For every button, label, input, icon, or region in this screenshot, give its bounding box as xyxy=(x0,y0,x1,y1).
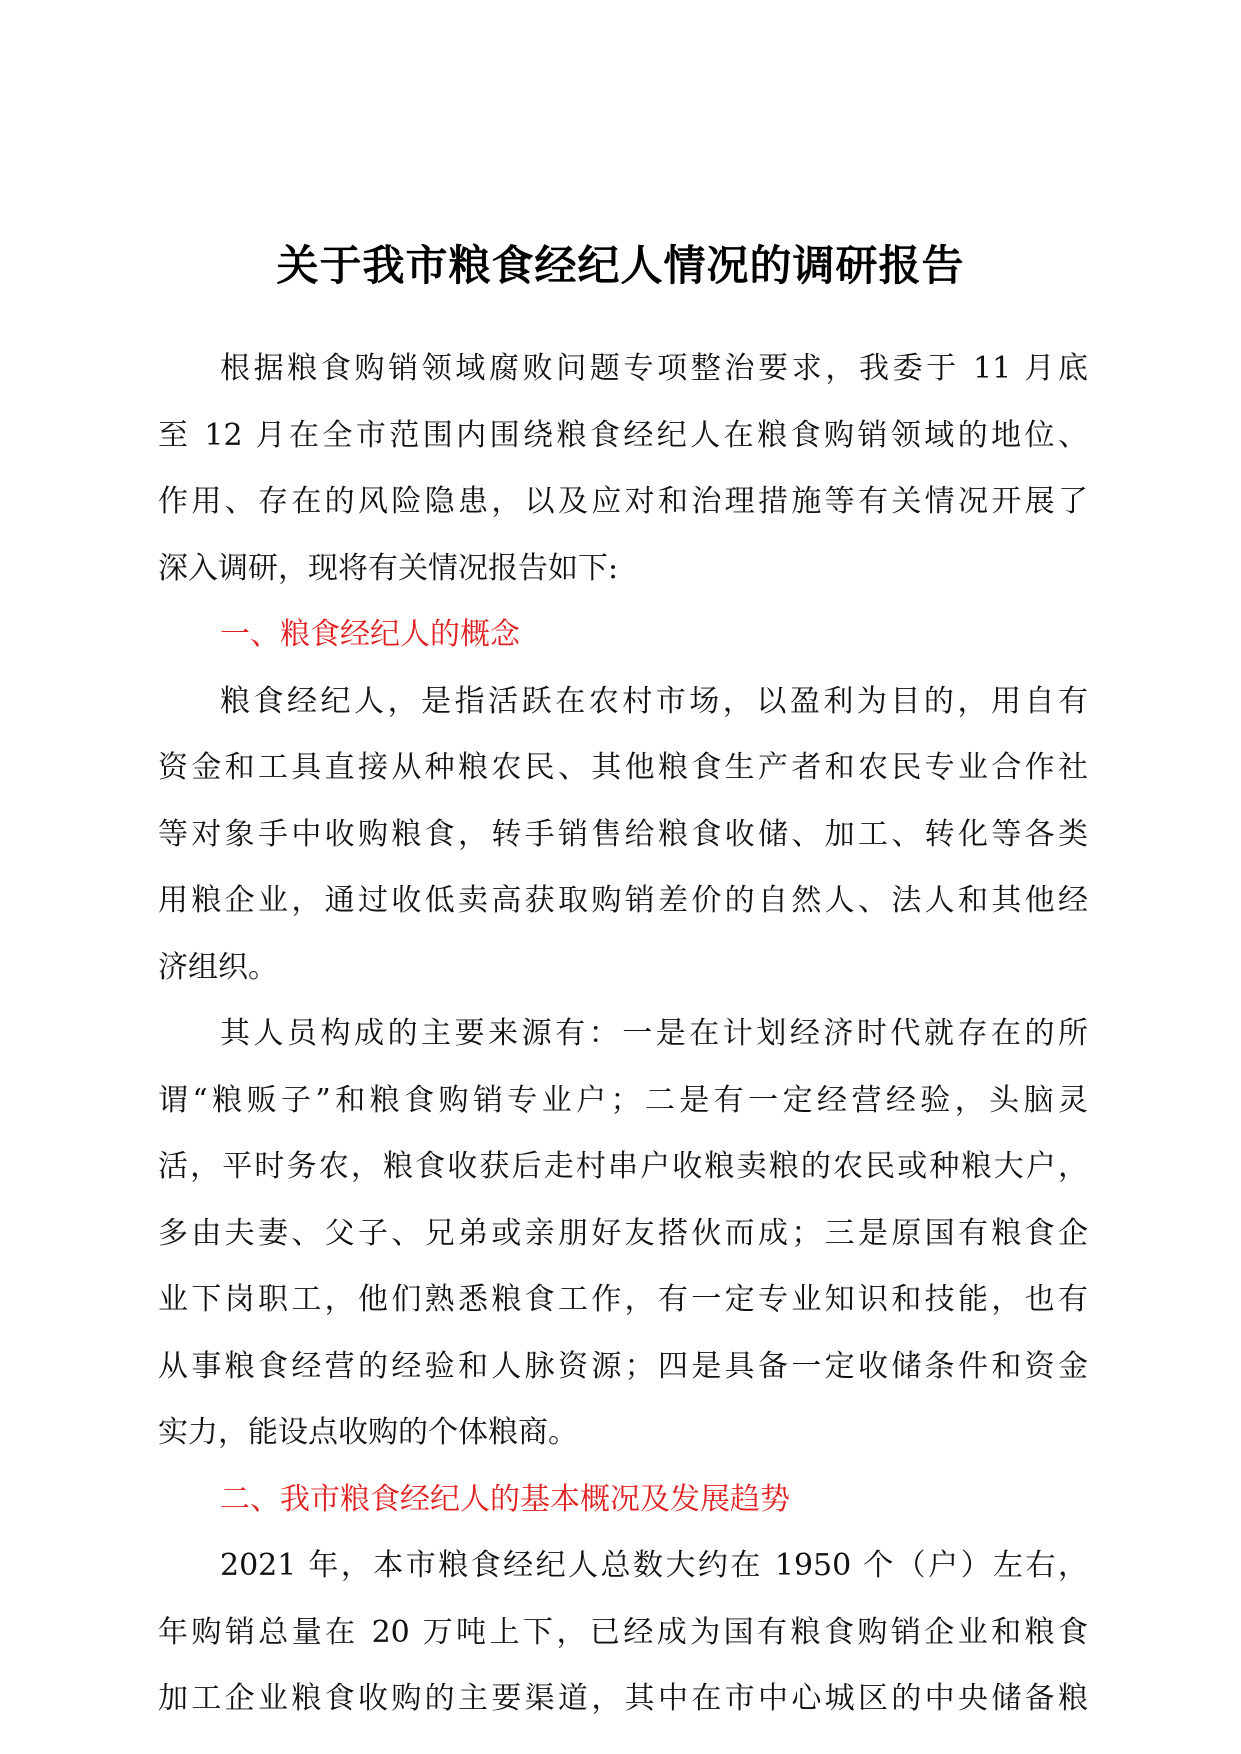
paragraph-line: 深入调研，现将有关情况报告如下: xyxy=(158,550,619,586)
paragraph-line: 等对象手中收购粮食，转手销售给粮食收储、加工、转化等各类 xyxy=(158,816,1088,852)
paragraph-line: 济组织。 xyxy=(158,949,278,985)
paragraph-line: 多由夫妻、父子、兄弟或亲朋好友搭伙而成；三是原国有粮食企 xyxy=(158,1215,1088,1251)
document-title: 关于我市粮食经纪人情况的调研报告 xyxy=(276,241,965,290)
document-body xyxy=(158,336,1088,1733)
paragraph-line: 用粮企业，通过收低卖高获取购销差价的自然人、法人和其他经 xyxy=(158,883,1088,918)
paragraph-line: 至 12 月在全市范围内围绕粮食经纪人在粮食购销领域的地位、 xyxy=(158,417,1088,453)
paragraph-line: 实力，能设点收购的个体粮商。 xyxy=(158,1415,578,1450)
paragraph-line: 作用、存在的风险隐患，以及应对和治理措施等有关情况开展了 xyxy=(158,484,1088,519)
paragraph-line: 根据粮食购销领域腐败问题专项整治要求，我委于 11 月底 xyxy=(220,351,1088,386)
paragraph-line: 活，平时务农，粮食收获后走村串户收粮卖粮的农民或种粮大户， xyxy=(158,1149,1088,1184)
paragraph-line: 粮食经纪人，是指活跃在农村市场，以盈利为目的，用自有 xyxy=(220,683,1088,719)
paragraph-line: 其人员构成的主要来源有：一是在计划经济时代就存在的所 xyxy=(220,1016,1088,1051)
paragraph-line: 业下岗职工，他们熟悉粮食工作，有一定专业知识和技能，也有 xyxy=(158,1282,1088,1317)
section-heading: 二、我市粮食经纪人的基本概况及发展趋势 xyxy=(220,1481,790,1517)
paragraph-line: 谓“粮贩子”和粮食购销专业户；二是有一定经营经验，头脑灵 xyxy=(158,1082,1088,1118)
paragraph-line: 2021 年，本市粮食经纪人总数大约在 1950 个（户）左右， xyxy=(220,1548,1088,1583)
section-heading: 一、粮食经纪人的概念 xyxy=(220,617,520,652)
paragraph-line: 年购销总量在 20 万吨上下，已经成为国有粮食购销企业和粮食 xyxy=(158,1614,1088,1650)
paragraph-line: 资金和工具直接从种粮农民、其他粮食生产者和农民专业合作社 xyxy=(158,750,1088,785)
paragraph-line: 从事粮食经营的经验和人脉资源；四是具备一定收储条件和资金 xyxy=(158,1348,1088,1384)
paragraph-line: 加工企业粮食收购的主要渠道，其中在市中心城区的中央储备粮 xyxy=(158,1681,1088,1716)
